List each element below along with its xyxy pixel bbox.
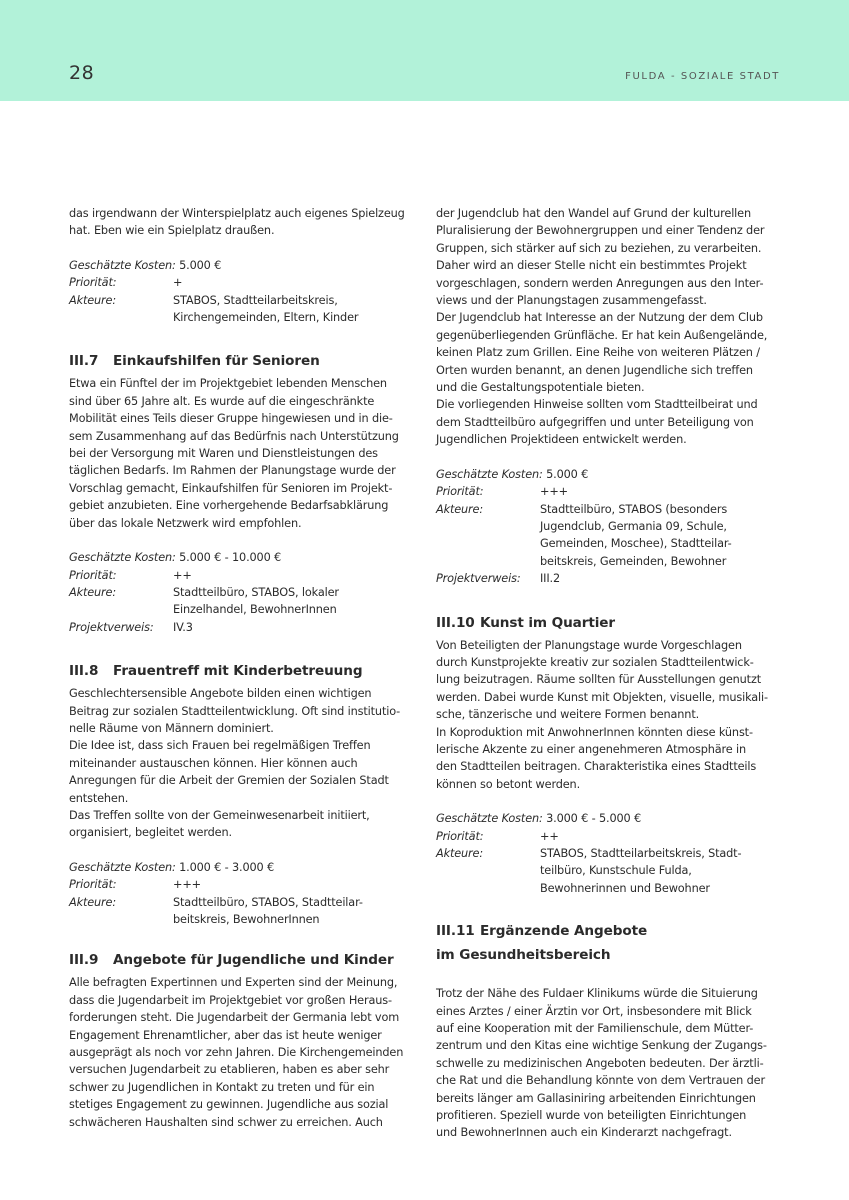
section-text: Alle befragten Expertinnen und Experten sind der Meinung, dass die Jugendarbeit im Projektgebiet vor großen Heraus- forderungen steht. Die Jugendarbeit der Germania lebt vom Engagement Ehrenamtlicher, aber das ist heute weniger ausgeprägt als noch vor zehn Jahren. Die Kirchengemeinden versuchen Jugendarbeit zu etablieren, haben es aber sehr schwer zu Jugendlichen in Kontakt zu treten und für ein stetiges Engagement zu gewinnen. Jugendliche aus sozial schwächeren Haushalten sind schwer zu erreichen. Auch (69, 976, 404, 1129)
cost-line: Geschätzte Kosten: 3.000 € - 5.000 € (436, 812, 642, 826)
meta-table: Priorität: +++ Akteure: Stadtteilbüro, STABOS (besonders Jugendclub, Germania 09, Schule, Gemeinden, Moschee), Stadtteilar- beitskreis, Gemeinden, Bewohner Projektverweis: III.2 (436, 485, 732, 586)
section-heading: III.10 Kunst im Quartier (436, 614, 616, 631)
section-text: Etwa ein Fünftel der im Projektgebiet lebenden Menschen sind über 65 Jahre alt. Es wurde auf die eingeschränkte Mobilität eines Teils dieser Gruppe hingewiesen und in die- sem Zusammenhang auf das Bedürfnis nach Unterstützung bei der Versorgung mit Waren und Dienstleistungen des täglichen Bedarfs. Im Rahmen der Planungstage wurde der Vorschlag gemacht, Einkaufshilfen für Senioren im Projekt- gebiet anzubieten. Eine vorhergehende Bedarfsabklärung über das lokale Netzwerk wird empfohlen. (69, 377, 399, 530)
cost-line: Geschätzte Kosten: 5.000 € (436, 467, 589, 481)
section-text: Von Beteiligten der Planungstage wurde Vorgeschlagen durch Kunstprojekte kreativ zur sozialen Stadtteilentwick- lung beizutragen. Räume sollten für Ausstellungen genutzt werden. Dabei wurde Kunst mit Objekten, visuelle, musikali- sche, tänzerische und weitere Formen benannt. In Koproduktion mit AnwohnerInnen könnten diese künst- lerische Akzente zu einer angenehmeren Atmosphäre in den Stadtteilen beitragen. Charakteristika eines Stadtteils können so betont werden. (436, 638, 768, 791)
section-heading-line2: im Gesundheitsbereich (436, 947, 611, 964)
section-heading: III.11 Ergänzende Angebote (436, 923, 648, 940)
section-heading: III.7 Einkaufshilfen für Senioren (69, 353, 320, 370)
section-heading: III.8 Frauentreff mit Kinderbetreuung (69, 663, 363, 680)
running-title: FULDA - SOZIALE STADT (625, 71, 780, 82)
section-text: Geschlechtersensible Angebote bilden einen wichtigen Beitrag zur sozialen Stadtteilentwicklung. Oft sind institutio- nelle Räume von Männern dominiert. Die Idee ist, dass sich Frauen bei regelmäßigen Treffen miteinander austauschen können. Hier können auch Anregungen für die Arbeit der Gremien der Sozialen Stadt entstehen. Das Treffen sollte von der Gemeinwesenarbeit initiiert, organisiert, begleitet werden. (69, 687, 401, 840)
page-number: 28 (69, 62, 95, 84)
cost-line: Geschätzte Kosten: 5.000 € - 10.000 € (69, 551, 282, 565)
page-header (0, 0, 849, 101)
section-heading: III.9 Angebote für Jugendliche und Kinder (69, 952, 394, 969)
cost-line: Geschätzte Kosten: 1.000 € - 3.000 € (69, 860, 275, 874)
intro-line: das irgendwann der Winterspielplatz auch eigenes Spielzeug (69, 207, 405, 220)
meta-table: Priorität: ++ Akteure: Stadtteilbüro, STABOS, lokaler Einzelhandel, BewohnerInnen Projektverweis: IV.3 (69, 568, 339, 634)
right-column (436, 205, 778, 1142)
section-text: Trotz der Nähe des Fuldaer Klinikums würde die Situierung eines Arztes / einer Ärztin vor Ort, insbesondere mit Blick auf eine Kooperation mit der Familienschule, dem Mütter- zentrum und den Kitas eine wichtige Senkung der Zugangs- schwelle zu medizinischen Angeboten bedeuten. Der ärztli- che Rat und die Behandlung könnte von dem Vertrauen der bereits länger am Gallasiniring arbeitenden Einrichtungen profitieren. Speziell wurde von beteiligten Einrichtungen und BewohnerInnen auch ein Kinderarzt nachgefragt. (436, 987, 767, 1140)
meta-table: Priorität: ++ Akteure: STABOS, Stadtteilarbeitskreis, Stadt- teilbüro, Kunstschule Fulda, Bewohnerinnen und Bewohner (436, 829, 742, 895)
left-column (69, 205, 411, 1131)
intro-line: hat. Eben wie ein Spielplatz draußen. (69, 224, 275, 238)
cost-line: Geschätzte Kosten: 5.000 € (69, 258, 222, 272)
meta-table: Priorität: +++ Akteure: Stadtteilbüro, STABOS, Stadtteilar- beitskreis, BewohnerInnen (69, 878, 363, 926)
section-text: der Jugendclub hat den Wandel auf Grund der kulturellen Pluralisierung der Bewohnergruppen und einer Tendenz der Gruppen, sich stärker auf sich zu beziehen, zu verarbeiten. Daher wird an dieser Stelle nicht ein bestimmtes Projekt vorgeschlagen, sondern werden Anregungen aus den Inter- views und der Planungstagen zusammengefasst. Der Jugendclub hat Interesse an der Nutzung der dem Club gegenüberliegenden Grünfläche. Er hat kein Außengelände, keinen Platz zum Grillen. Eine Reihe von weiteren Plätzen / Orten wurden benannt, an denen Jugendliche sich treffen und die Gestaltungspotentiale bieten. Die vorliegenden Hinweise sollten vom Stadtteilbeirat und dem Stadtteilbüro aufgegriffen und unter Beteiligung von Jugendlichen Projektideen entwickelt werden. (436, 207, 768, 447)
meta-table: Priorität: + Akteure: STABOS, Stadtteilarbeitskreis, Kirchengemeinden, Eltern, Kinder (69, 276, 359, 325)
